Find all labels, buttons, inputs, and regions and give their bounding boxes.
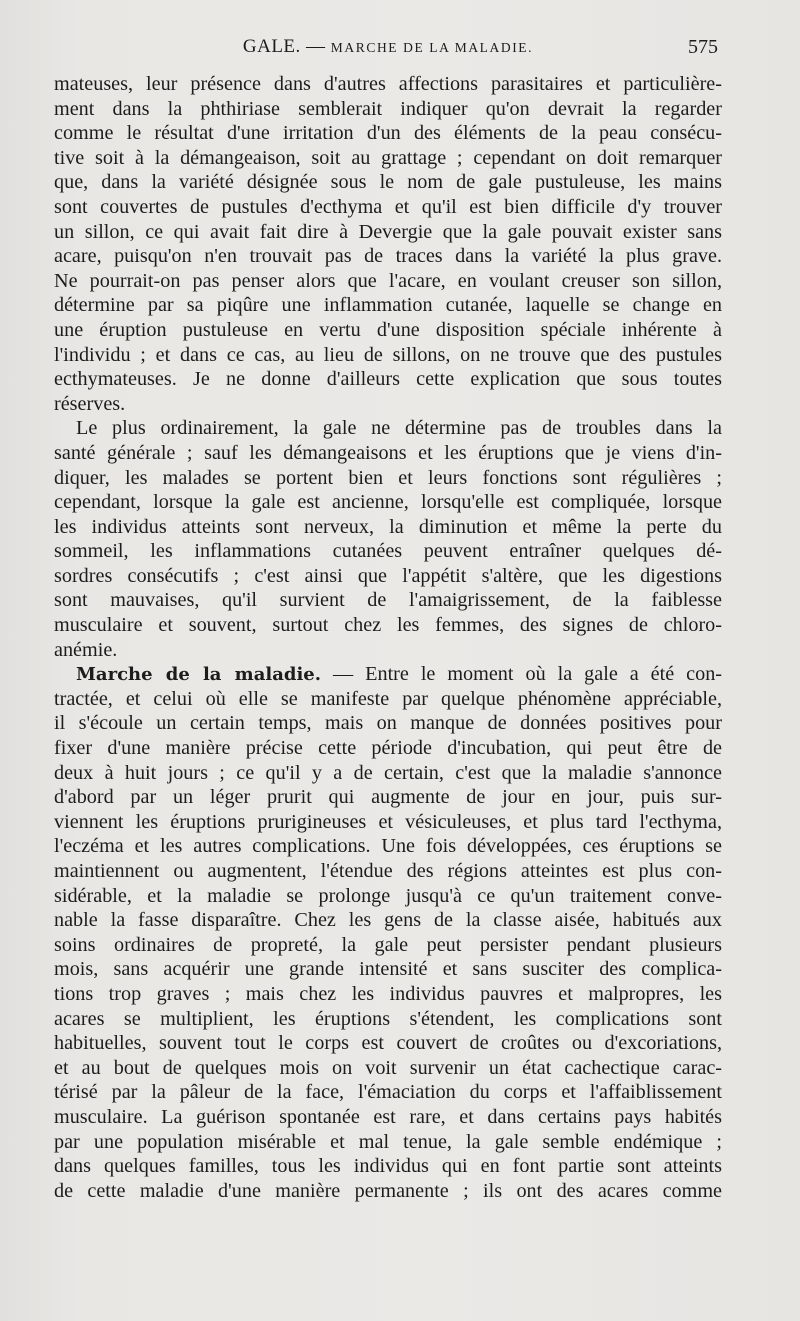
text-line: et au bout de quelques mois on voit survenir un état cachectique carac- — [54, 1056, 722, 1079]
text-line: Ne pourrait-on pas penser alors que l'acare, en voulant creuser son sillon, — [54, 269, 722, 292]
heading-dash: — — [321, 663, 366, 686]
paragraph-1 — [54, 72, 722, 416]
text-line-with-heading — [54, 662, 722, 687]
text-line: santé générale ; sauf les démangeaisons et les éruptions que je viens d'in- — [54, 441, 722, 464]
running-title-main: GALE. — [242, 36, 301, 57]
text-line: diquer, les malades se portent bien et leurs fonctions sont régulières ; — [54, 466, 722, 489]
text-line: que, dans la variété désignée sous le nom de gale pustuleuse, les mains — [54, 171, 722, 194]
body-text — [54, 72, 722, 1203]
text-line: ment dans la phthiriase semblerait indiquer qu'on devrait la regarder — [54, 97, 722, 120]
text-line-start: Entre le moment où la gale a été con- — [365, 663, 722, 686]
text-line: sordres consécutifs ; c'est ainsi que l'appétit s'altère, que les digestions — [54, 564, 722, 587]
text-line: comme le résultat d'une irritation d'un des éléments de la peau consécu- — [54, 122, 722, 145]
text-line: acares se multiplient, les éruptions s'étendent, les complications sont — [54, 1007, 722, 1030]
text-line: musculaire et souvent, surtout chez les femmes, des signes de chloro- — [54, 614, 722, 637]
section-heading: Marche de la maladie. — [76, 664, 322, 686]
text-line: soins ordinaires de propreté, la gale peut persister pendant plusieurs — [54, 933, 722, 956]
text-line: anémie. — [54, 638, 118, 661]
text-line: une éruption pustuleuse en vertu d'une disposition spéciale inhérente à — [54, 318, 722, 341]
text-line: sont mauvaises, qu'il survient de l'amaigrissement, de la faiblesse — [54, 589, 722, 612]
text-line: deux à huit jours ; ce qu'il y a de certain, c'est que la maladie s'annonce — [54, 761, 722, 784]
running-head — [54, 32, 722, 66]
text-line: d'abord par un léger prurit qui augmente de jour en jour, puis sur- — [54, 786, 722, 809]
text-line: tive soit à la démangeaison, soit au grattage ; cependant on doit remarquer — [54, 146, 722, 169]
text-line: fixer d'une manière précise cette période d'incubation, qui peut être de — [54, 737, 722, 760]
running-title-dash: — — [306, 36, 326, 57]
text-line: de cette maladie d'une manière permanente ; ils ont des acares comme — [54, 1179, 722, 1202]
text-line: viennent les éruptions prurigineuses et vésiculeuses, et plus tard l'ecthyma, — [54, 810, 722, 833]
text-line: cependant, lorsque la gale est ancienne, lorsqu'elle est compliquée, lorsque — [54, 491, 722, 514]
text-line: acare, puisqu'on n'en trouvait pas de traces dans la variété la plus grave. — [54, 245, 722, 268]
text-line: mois, sans acquérir une grande intensité et sans susciter des complica- — [54, 958, 722, 981]
text-line: détermine par sa piqûre une inflammation cutanée, laquelle se change en — [54, 294, 722, 317]
text-line: dans quelques familles, tous les individus qui en font partie sont atteints — [54, 1155, 722, 1178]
running-title-section: MARCHE DE LA MALADIE. — [330, 40, 534, 55]
text-line: les individus atteints sont nerveux, la diminution et même la perte du — [54, 515, 722, 538]
text-line: ecthymateuses. Je ne donne d'ailleurs cette explication que sous toutes — [54, 368, 722, 391]
text-line: sommeil, les inflammations cutanées peuvent entraîner quelques dé- — [54, 540, 722, 563]
page-number: 575 — [688, 36, 718, 58]
paragraph-3 — [54, 662, 722, 1203]
text-line: nable la fasse disparaître. Chez les gens de la classe aisée, habitués aux — [54, 909, 722, 932]
text-line: tractée, et celui où elle se manifeste par quelque phénomène appréciable, — [54, 687, 722, 710]
text-line: l'eczéma et les autres complications. Une fois développées, ces éruptions se — [54, 835, 722, 858]
text-line: Le plus ordinairement, la gale ne détermine pas de troubles dans la — [76, 417, 722, 440]
text-line: réserves. — [54, 392, 126, 415]
text-line: maintiennent ou augmentent, l'étendue des régions atteintes est plus con- — [54, 860, 722, 882]
text-line: par une population misérable et mal tenue, la gale semble endémique ; — [54, 1130, 722, 1153]
text-line: l'individu ; et dans ce cas, au lieu de sillons, on ne trouve que des pustules — [54, 343, 722, 366]
text-line: il s'écoule un certain temps, mais on manque de données positives pour — [54, 712, 722, 735]
text-line: habituelles, souvent tout le corps est couvert de croûtes ou d'excoriations, — [54, 1032, 722, 1055]
text-line: tions trop graves ; mais chez les individus pauvres et malpropres, les — [54, 982, 722, 1005]
paragraph-2 — [54, 416, 722, 662]
text-line: musculaire. La guérison spontanée est rare, et dans certains pays habités — [54, 1105, 722, 1128]
text-line: térisé par la pâleur de la face, l'émaciation du corps et l'affaiblissement — [54, 1081, 722, 1104]
text-line: sidérable, et la maladie se prolonge jusqu'à ce qu'un traitement conve- — [54, 884, 722, 907]
text-line: sont couvertes de pustules d'ecthyma et qu'il est bien difficile d'y trouver — [54, 195, 722, 218]
text-line: mateuses, leur présence dans d'autres affections parasitaires et particulière- — [54, 73, 722, 95]
text-line: un sillon, ce qui avait fait dire à Devergie que la gale pouvait exister sans — [54, 220, 722, 243]
running-title — [54, 36, 722, 58]
